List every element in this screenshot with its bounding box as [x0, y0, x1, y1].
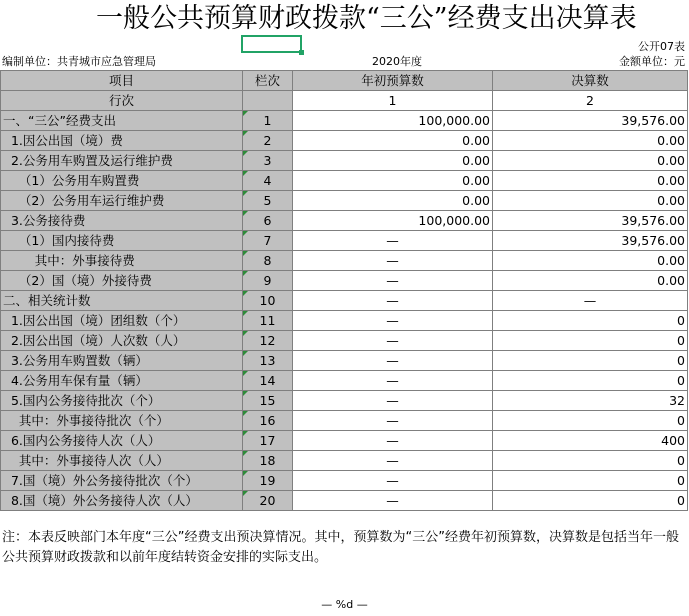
subheader-actual[interactable]: 2	[493, 91, 688, 111]
row-item[interactable]: 8.国（境）外公务接待人次（人）	[1, 491, 243, 511]
table-row	[1, 471, 688, 491]
selected-cell[interactable]	[241, 35, 302, 53]
row-col-no[interactable]: 3	[243, 151, 293, 171]
header-item[interactable]: 项目	[1, 71, 243, 91]
row-col-no[interactable]: 10	[243, 291, 293, 311]
header-row	[1, 71, 688, 91]
row-budget[interactable]: 0.00	[293, 151, 493, 171]
row-col-no[interactable]: 9	[243, 271, 293, 291]
table-row	[1, 331, 688, 351]
table-row	[1, 371, 688, 391]
row-actual[interactable]: 0.00	[493, 251, 688, 271]
row-item[interactable]: 二、相关统计数	[1, 291, 243, 311]
fill-handle[interactable]	[299, 50, 304, 55]
row-budget[interactable]: —	[293, 311, 493, 331]
unit-label: 编制单位：共青城市应急管理局	[2, 55, 156, 68]
row-col-no[interactable]: 16	[243, 411, 293, 431]
row-actual[interactable]: 0	[493, 491, 688, 511]
row-budget[interactable]: 0.00	[293, 171, 493, 191]
row-col-no[interactable]: 20	[243, 491, 293, 511]
row-col-no[interactable]: 18	[243, 451, 293, 471]
table-row	[1, 491, 688, 511]
table-row	[1, 411, 688, 431]
table-row	[1, 211, 688, 231]
row-budget[interactable]: —	[293, 331, 493, 351]
row-actual[interactable]: 0	[493, 311, 688, 331]
table-note: 注：本表反映部门本年度“三公”经费支出预决算情况。其中，预算数为“三公”经费年初预算数，决算数是包括当年一般公共预算财政拨款和以前年度结转资金安排的实际支出。	[2, 530, 679, 565]
table-row	[1, 391, 688, 411]
row-col-no[interactable]: 13	[243, 351, 293, 371]
row-budget[interactable]: —	[293, 431, 493, 451]
row-item[interactable]: 1.因公出国（境）团组数（个）	[1, 311, 243, 331]
row-actual[interactable]: —	[493, 291, 688, 311]
row-item[interactable]: 2.因公出国（境）人次数（人）	[1, 331, 243, 351]
row-actual[interactable]: 0	[493, 351, 688, 371]
row-budget[interactable]: 100,000.00	[293, 111, 493, 131]
row-actual[interactable]: 0	[493, 371, 688, 391]
row-item[interactable]: 其中：外事接待费	[1, 251, 243, 271]
row-budget[interactable]: —	[293, 391, 493, 411]
row-col-no[interactable]: 14	[243, 371, 293, 391]
table-row	[1, 271, 688, 291]
table-row	[1, 131, 688, 151]
row-actual[interactable]: 0.00	[493, 191, 688, 211]
row-budget[interactable]: —	[293, 451, 493, 471]
row-actual[interactable]: 400	[493, 431, 688, 451]
page-title: 一般公共预算财政拨款“三公”经费支出决算表	[96, 3, 637, 34]
header-col-no[interactable]: 栏次	[243, 71, 293, 91]
table-row	[1, 191, 688, 211]
row-item[interactable]: 一、“三公”经费支出	[1, 111, 243, 131]
table-row	[1, 251, 688, 271]
table-row	[1, 171, 688, 191]
row-item[interactable]: 4.公务用车保有量（辆）	[1, 371, 243, 391]
row-col-no[interactable]: 2	[243, 131, 293, 151]
row-actual[interactable]: 39,576.00	[493, 111, 688, 131]
row-budget[interactable]: 100,000.00	[293, 211, 493, 231]
row-item[interactable]: 7.国（境）外公务接待批次（个）	[1, 471, 243, 491]
row-actual[interactable]: 0	[493, 411, 688, 431]
header-actual[interactable]: 决算数	[493, 71, 688, 91]
row-budget[interactable]: —	[293, 351, 493, 371]
year-label: 2020年度	[372, 55, 422, 68]
row-col-no[interactable]: 5	[243, 191, 293, 211]
subheader-row	[1, 91, 688, 111]
table-row	[1, 111, 688, 131]
row-budget[interactable]: 0.00	[293, 191, 493, 211]
expenditure-table	[0, 70, 688, 511]
row-col-no[interactable]: 7	[243, 231, 293, 251]
subheader-item[interactable]: 行次	[1, 91, 243, 111]
row-col-no[interactable]: 17	[243, 431, 293, 451]
row-col-no[interactable]: 19	[243, 471, 293, 491]
row-actual[interactable]: 0.00	[493, 171, 688, 191]
table-row	[1, 451, 688, 471]
row-item[interactable]: （1）公务用车购置费	[1, 171, 243, 191]
row-item[interactable]: 1.因公出国（境）费	[1, 131, 243, 151]
row-col-no[interactable]: 11	[243, 311, 293, 331]
row-actual[interactable]: 0.00	[493, 131, 688, 151]
header-budget[interactable]: 年初预算数	[293, 71, 493, 91]
row-actual[interactable]: 39,576.00	[493, 211, 688, 231]
row-actual[interactable]: 0	[493, 471, 688, 491]
table-row	[1, 351, 688, 371]
row-actual[interactable]: 39,576.00	[493, 231, 688, 251]
page-number: — %d —	[321, 598, 368, 611]
row-actual[interactable]: 0.00	[493, 271, 688, 291]
row-item[interactable]: 3.公务用车购置数（辆）	[1, 351, 243, 371]
row-item[interactable]: 5.国内公务接待批次（个）	[1, 391, 243, 411]
row-item[interactable]: 3.公务接待费	[1, 211, 243, 231]
row-budget[interactable]: —	[293, 231, 493, 251]
row-actual[interactable]: 0	[493, 331, 688, 351]
row-col-no[interactable]: 6	[243, 211, 293, 231]
row-budget[interactable]: —	[293, 411, 493, 431]
row-item[interactable]: （1）国内接待费	[1, 231, 243, 251]
row-item[interactable]: 2.公务用车购置及运行维护费	[1, 151, 243, 171]
table-row	[1, 151, 688, 171]
form-code: 公开07表	[638, 40, 685, 53]
row-budget[interactable]: —	[293, 491, 493, 511]
row-budget[interactable]: —	[293, 251, 493, 271]
row-budget[interactable]: 0.00	[293, 131, 493, 151]
row-item[interactable]: （2）公务用车运行维护费	[1, 191, 243, 211]
row-col-no[interactable]: 15	[243, 391, 293, 411]
row-col-no[interactable]: 8	[243, 251, 293, 271]
row-col-no[interactable]: 1	[243, 111, 293, 131]
row-col-no[interactable]: 12	[243, 331, 293, 351]
row-budget[interactable]: —	[293, 371, 493, 391]
subheader-col-no[interactable]	[243, 91, 293, 111]
row-item[interactable]: 其中：外事接待批次（个）	[1, 411, 243, 431]
row-actual[interactable]: 0.00	[493, 151, 688, 171]
table-row	[1, 231, 688, 251]
row-budget[interactable]: —	[293, 471, 493, 491]
row-actual[interactable]: 0	[493, 451, 688, 471]
row-budget[interactable]: —	[293, 291, 493, 311]
row-budget[interactable]: —	[293, 271, 493, 291]
table-row	[1, 431, 688, 451]
table-row	[1, 291, 688, 311]
table-row	[1, 311, 688, 331]
row-item[interactable]: （2）国（境）外接待费	[1, 271, 243, 291]
row-col-no[interactable]: 4	[243, 171, 293, 191]
subheader-budget[interactable]: 1	[293, 91, 493, 111]
row-item[interactable]: 其中：外事接待人次（人）	[1, 451, 243, 471]
row-actual[interactable]: 32	[493, 391, 688, 411]
row-item[interactable]: 6.国内公务接待人次（人）	[1, 431, 243, 451]
amount-unit: 金额单位：元	[619, 55, 685, 68]
